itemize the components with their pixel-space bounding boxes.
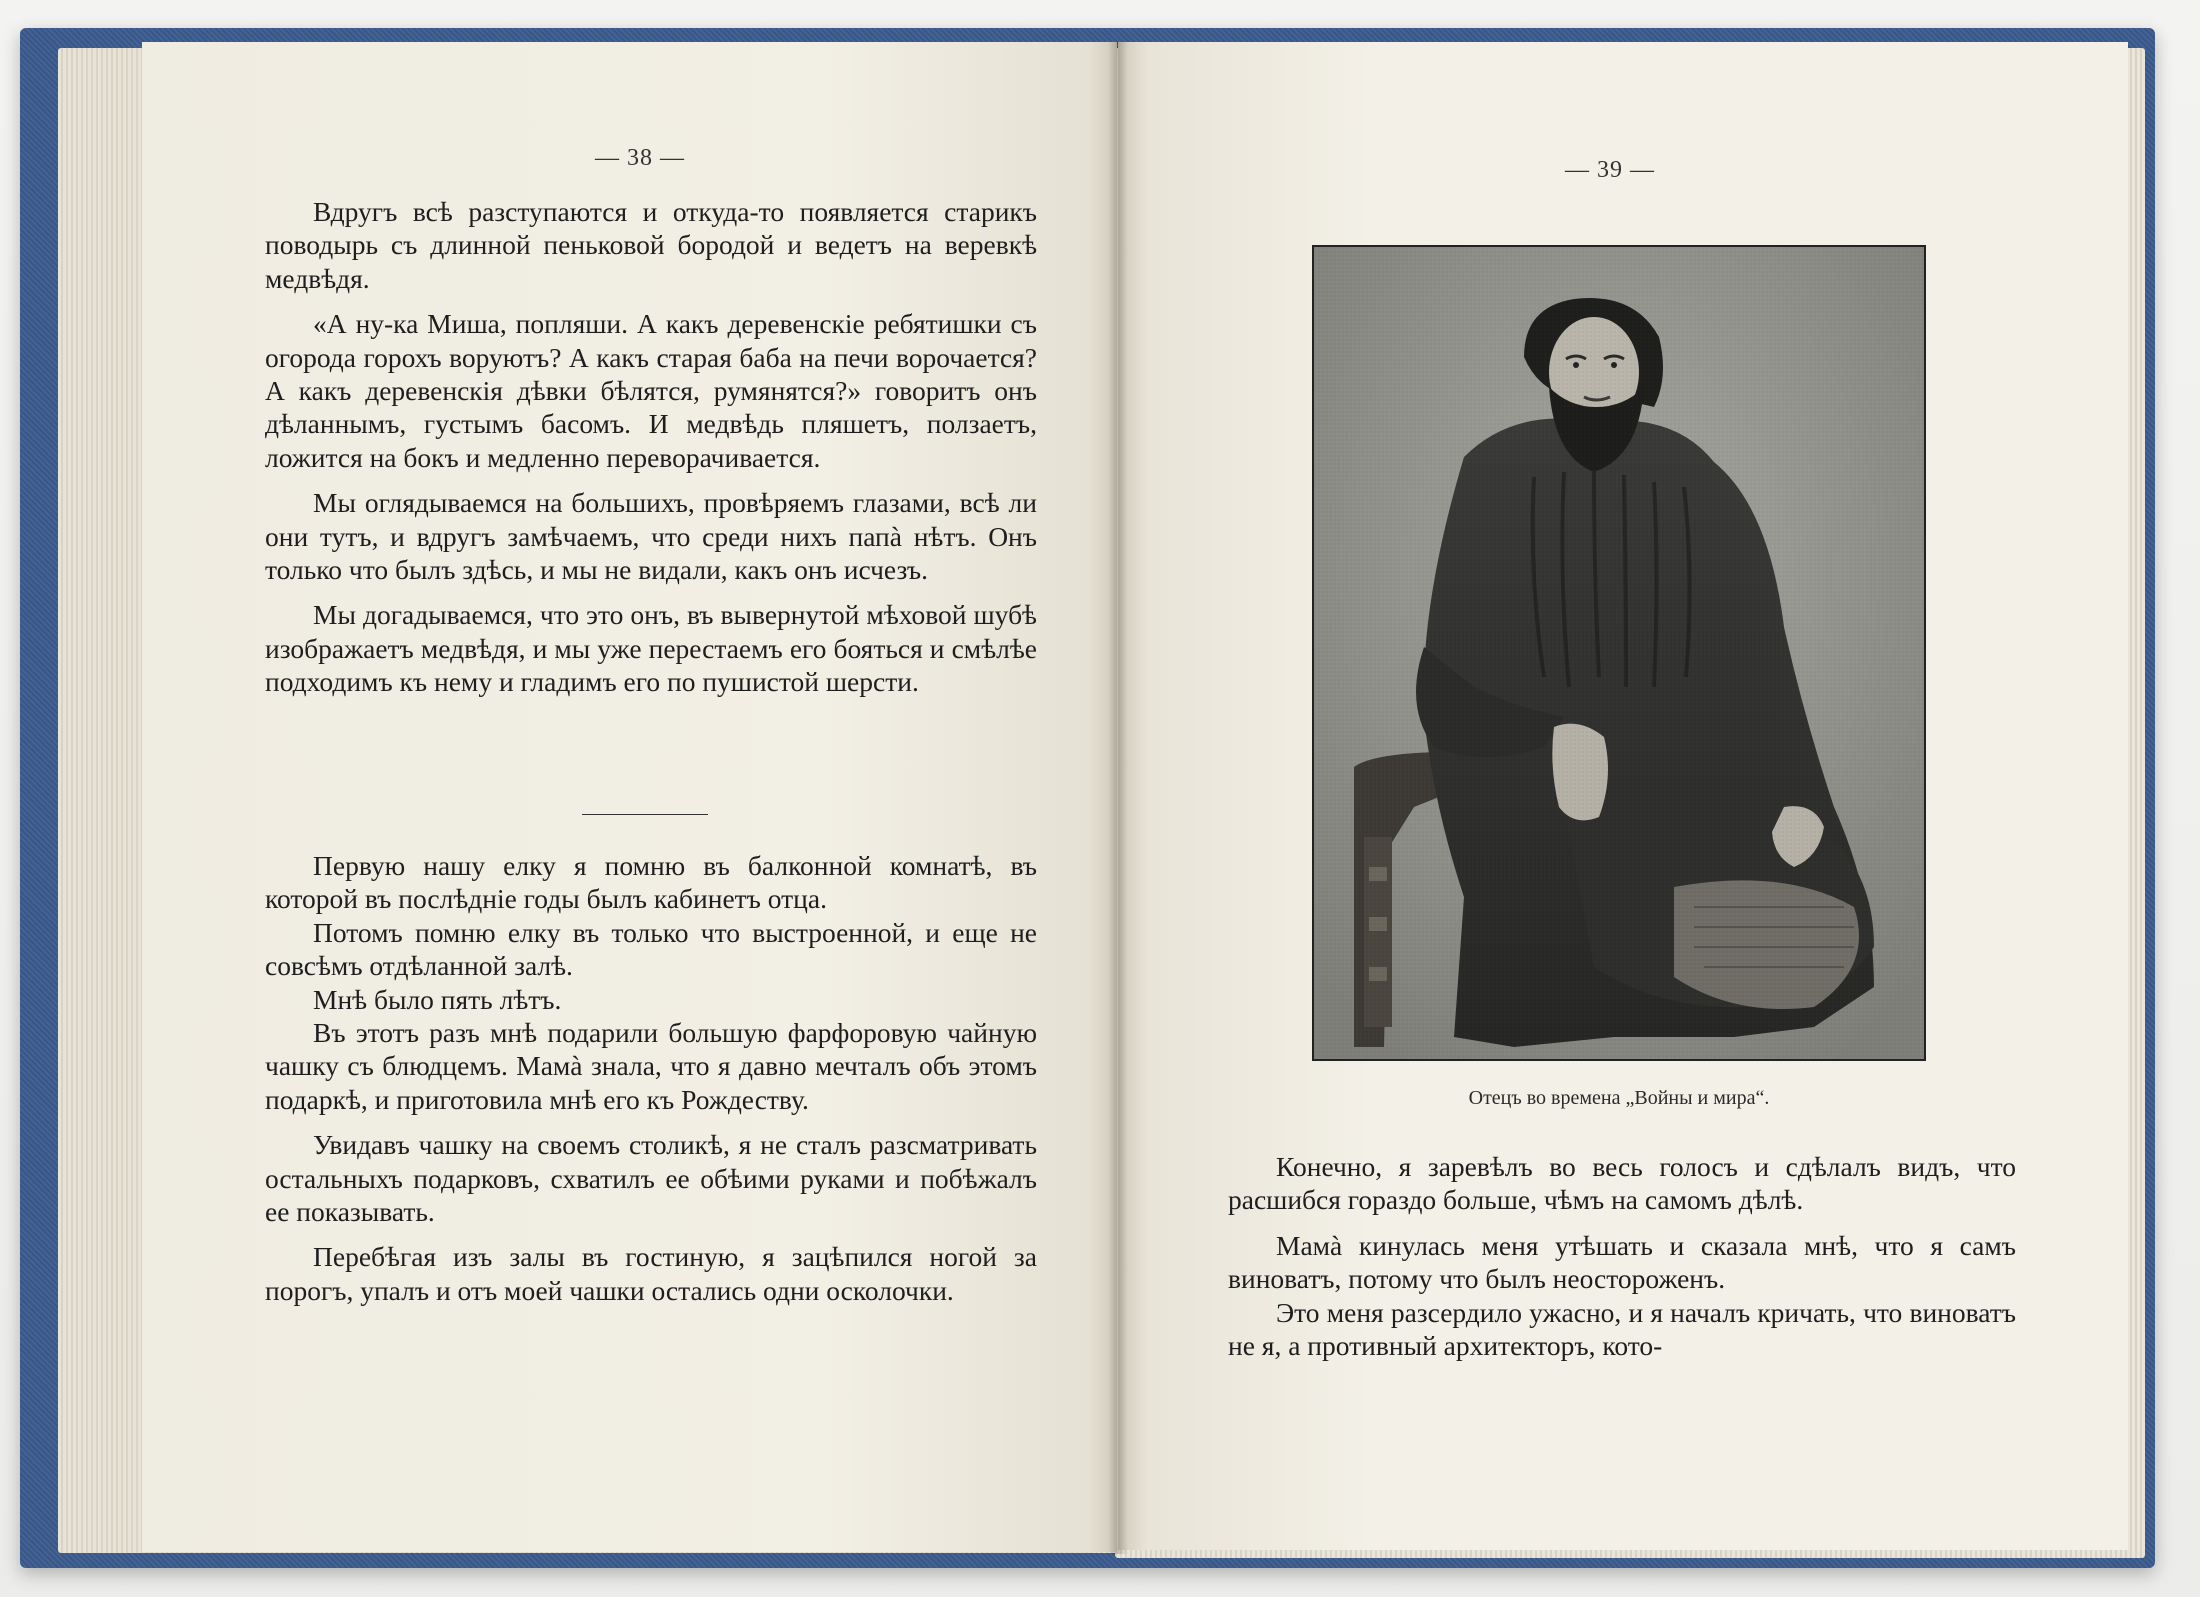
right-text-block (1228, 1150, 2016, 1362)
left-page-number: — 38 — (595, 145, 685, 171)
paragraph: Мы оглядываемся на большихъ, провѣряемъ глазами, всѣ ли они тутъ, и вдругъ замѣчаемъ, что среди нихъ папà нѣтъ. Онъ только что былъ здѣсь, и мы не видали, какъ онъ исчезъ. (265, 487, 1037, 586)
section-divider (582, 814, 708, 815)
portrait-photo (1312, 245, 1926, 1061)
right-page-number: — 39 — (1565, 157, 1655, 183)
paragraph: Увидавъ чашку на своемъ столикѣ, я не сталъ разсматривать остальныхъ подарковъ, схватилъ ее обѣими руками и побѣжалъ ее показывать. (265, 1129, 1037, 1228)
left-text-block-2 (265, 849, 1037, 1307)
paragraph: Мамà кинулась меня утѣшать и сказала мнѣ, что я самъ виноватъ, потому что былъ неостороженъ. (1228, 1229, 2016, 1295)
paragraph: Первую нашу елку я помню въ балконной комнатѣ, въ которой въ послѣдніе годы былъ кабинетъ отца. (265, 850, 1037, 915)
portrait-illustration (1314, 247, 1924, 1059)
book-gutter (1108, 42, 1128, 1554)
paragraph: Въ этотъ разъ мнѣ подарили большую фарфоровую чайную чашку съ блюдцемъ. Мамà знала, что я давно мечталъ объ этомъ подаркѣ, и приготовила мнѣ его къ Рождеству. (265, 1017, 1037, 1115)
paragraph: Перебѣгая изъ залы въ гостиную, я зацѣпился ногой за порогъ, упалъ и отъ моей чашки остались одни осколочки. (265, 1241, 1037, 1306)
left-text-block (265, 195, 1037, 699)
paragraph: Потомъ помню елку въ только что выстроенной, и еще не совсѣмъ отдѣланной залѣ. (265, 916, 1037, 982)
photo-caption: Отецъ во времена „Войны и мира“. (1468, 1087, 1770, 1109)
paragraph: «А ну-ка Миша, попляши. А какъ деревенскіе ребятишки съ огорода горохъ воруютъ? А какъ старая баба на печи ворочается? А какъ деревенскія дѣвки бѣлятся, румянятся?» говоритъ онъ дѣланнымъ, густымъ басомъ. И медвѣдь пляшетъ, ползаетъ, ложится на бокъ и медленно переворачивается. (265, 308, 1037, 473)
paragraph: Мы догадываемся, что это онъ, въ вывернутой мѣховой шубѣ изображаетъ медвѣдя, и мы уже перестаемъ его бояться и смѣлѣе подходимъ къ нему и гладимъ его по пушистой шерсти. (265, 599, 1037, 698)
paragraph: Конечно, я заревѣлъ во весь голосъ и сдѣлалъ видъ, что расшибся гораздо больше, чѣмъ на самомъ дѣлѣ. (1228, 1151, 2016, 1216)
paragraph: Вдругъ всѣ разступаются и откуда-то появляется старикъ поводырь съ длинной пеньковой бородой и ведетъ на веревкѣ медвѣдя. (265, 196, 1037, 294)
paragraph: Это меня разсердило ужасно, и я началъ кричать, что виноватъ не я, а противный архитекторъ, кото- (1228, 1296, 2016, 1362)
paragraph: Мнѣ было пять лѣтъ. (313, 983, 562, 1015)
